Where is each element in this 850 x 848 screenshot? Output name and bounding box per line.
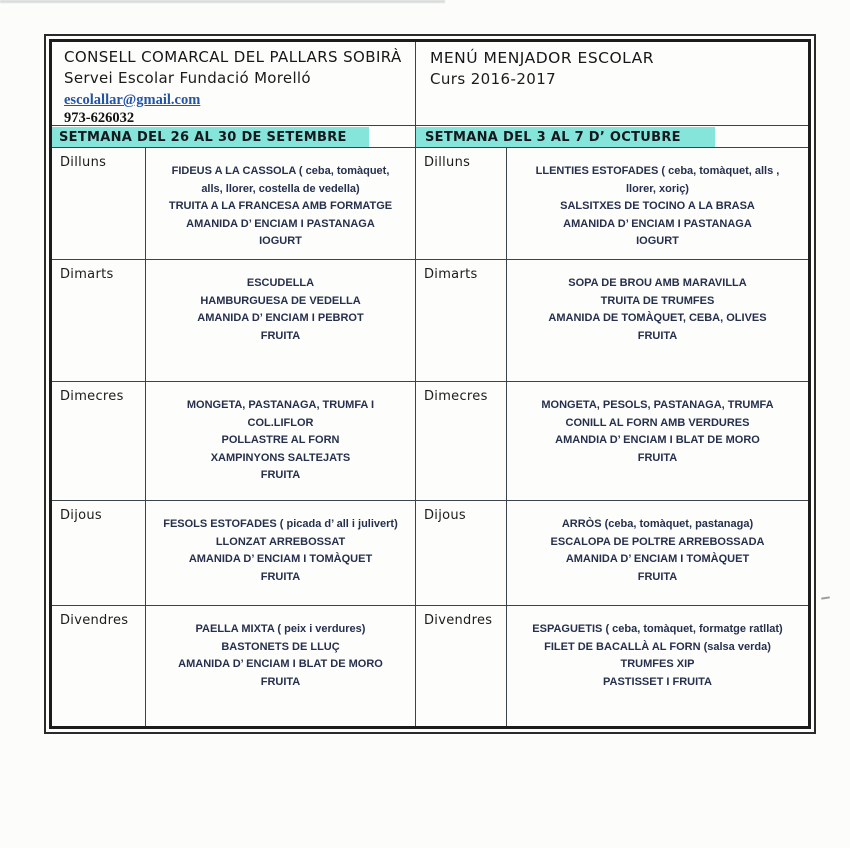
menu-line: FRUITA xyxy=(260,570,301,583)
menu-line: ESPAGUETIS ( ceba, tomàquet, formatge ratllat) xyxy=(532,623,783,635)
menu-cell-week2-dilluns xyxy=(507,148,808,260)
menu-line: MONGETA, PESOLS, PASTANAGA, TRUMFA xyxy=(541,399,774,411)
menu-line: AMANIDA D’ ENCIAM I PEBROT xyxy=(197,312,364,324)
week1-header-cell xyxy=(52,126,416,148)
menu-line: FESOLS ESTOFADES ( picada d’ all i julivert) xyxy=(163,518,398,530)
menu-line: AMANIDA D’ ENCIAM I BLAT DE MORO xyxy=(178,658,383,670)
day-label-week2-dijous: Dijous xyxy=(416,501,507,606)
org-title: CONSELL COMARCAL DEL PALLARS SOBIRÀ xyxy=(64,48,402,66)
menu-line: HAMBURGUESA DE VEDELLA xyxy=(200,294,361,307)
week2-label: SETMANA DEL 3 AL 7 D’ OCTUBRE xyxy=(416,127,715,148)
menu-line: AMANDIA D’ ENCIAM I BLAT DE MORO xyxy=(555,434,760,446)
menu-line: IOGURT xyxy=(636,235,679,247)
day-label-week1-dilluns: Dilluns xyxy=(52,148,146,260)
menu-line: LLENTIES ESTOFADES ( ceba, tomàquet, alls , xyxy=(535,165,780,177)
menu-line: TRUMFES XIP xyxy=(620,658,695,670)
menu-cell-week1-dilluns xyxy=(146,148,416,260)
email-link[interactable]: escolallar@gmail.com xyxy=(64,92,201,108)
phone-number: 973-626032 xyxy=(64,110,135,126)
day-label-week2-dimecres: Dimecres xyxy=(416,382,507,501)
menu-line: XAMPINYONS SALTEJATS xyxy=(210,451,351,464)
menu-line: COL.LIFLOR xyxy=(247,416,314,429)
menu-line: FRUITA xyxy=(637,570,678,583)
menu-document-frame xyxy=(44,34,816,734)
week1-label: SETMANA DEL 26 AL 30 DE SETEMBRE xyxy=(52,127,369,148)
menu-cell-week1-dimecres xyxy=(146,382,416,501)
menu-line: SALSITXES DE TOCINO A LA BRASA xyxy=(560,200,755,212)
menu-cell-week2-dimarts xyxy=(507,260,808,382)
course-label: Curs 2016-2017 xyxy=(430,70,557,88)
menu-line: POLLASTRE AL FORN xyxy=(221,434,340,446)
week2-header-cell xyxy=(416,126,808,148)
menu-line: FRUITA xyxy=(260,469,301,481)
menu-line: BASTONETS DE LLUÇ xyxy=(221,640,340,653)
menu-line: ESCUDELLA xyxy=(246,277,315,289)
menu-cell-week1-divendres xyxy=(146,606,416,726)
menu-line: FIDEUS A LA CASSOLA ( ceba, tomàquet, xyxy=(171,165,390,177)
menu-line: SOPA DE BROU AMB MARAVILLA xyxy=(568,277,747,289)
scan-artifact-dash xyxy=(821,596,830,599)
menu-cell-week2-dijous xyxy=(507,501,808,606)
menu-line: ESCALOPA DE POLTRE ARREBOSSADA xyxy=(550,535,765,548)
menu-cell-week1-dimarts xyxy=(146,260,416,382)
menu-line: CONILL AL FORN AMB VERDURES xyxy=(565,416,750,429)
org-subtitle: Servei Escolar Fundació Morelló xyxy=(64,69,311,87)
menu-line: FRUITA xyxy=(637,329,678,342)
menu-line: AMANIDA DE TOMÀQUET, CEBA, OLIVES xyxy=(548,312,767,324)
menu-cell-week2-dimecres xyxy=(507,382,808,501)
menu-cell-week2-divendres xyxy=(507,606,808,726)
day-label-week1-dimarts: Dimarts xyxy=(52,260,146,382)
menu-line: PAELLA MIXTA ( peix i verdures) xyxy=(195,623,366,635)
day-label-week1-dimecres: Dimecres xyxy=(52,382,146,501)
menu-line: alls, llorer, costella de vedella) xyxy=(201,182,360,195)
menu-line: TRUITA A LA FRANCESA AMB FORMATGE xyxy=(168,200,393,212)
menu-line: AMANIDA D’ ENCIAM I PASTANAGA xyxy=(186,217,375,230)
menu-line: FRUITA xyxy=(637,451,678,464)
menu-line: FRUITA xyxy=(260,675,301,688)
header-right xyxy=(416,42,808,126)
menu-line: FRUITA xyxy=(260,329,301,342)
day-label-week2-dimarts: Dimarts xyxy=(416,260,507,382)
day-label-week1-dijous: Dijous xyxy=(52,501,146,606)
menu-line: ARRÒS (ceba, tomàquet, pastanaga) xyxy=(561,518,754,530)
menu-line: llorer, xoriç) xyxy=(626,182,689,195)
scan-artifact-streak xyxy=(0,0,445,3)
menu-table xyxy=(49,39,811,729)
menu-line: MONGETA, PASTANAGA, TRUMFA I xyxy=(186,399,375,411)
menu-line: FILET DE BACALLÀ AL FORN (salsa verda) xyxy=(544,640,771,653)
menu-line: AMANIDA D’ ENCIAM I PASTANAGA xyxy=(563,217,752,230)
menu-line: LLONZAT ARREBOSSAT xyxy=(215,535,346,548)
day-label-week2-dilluns: Dilluns xyxy=(416,148,507,260)
menu-line: PASTISSET I FRUITA xyxy=(603,675,712,688)
menu-line: TRUITA DE TRUMFES xyxy=(600,294,715,307)
menu-title: MENÚ MENJADOR ESCOLAR xyxy=(430,49,655,67)
day-label-week2-divendres: Divendres xyxy=(416,606,507,726)
menu-cell-week1-dijous xyxy=(146,501,416,606)
day-label-week1-divendres: Divendres xyxy=(52,606,146,726)
menu-line: AMANIDA D’ ENCIAM I TOMÀQUET xyxy=(188,553,373,565)
menu-line: AMANIDA D’ ENCIAM I TOMÀQUET xyxy=(565,553,750,565)
menu-line: IOGURT xyxy=(259,235,302,247)
header-left xyxy=(52,42,416,126)
